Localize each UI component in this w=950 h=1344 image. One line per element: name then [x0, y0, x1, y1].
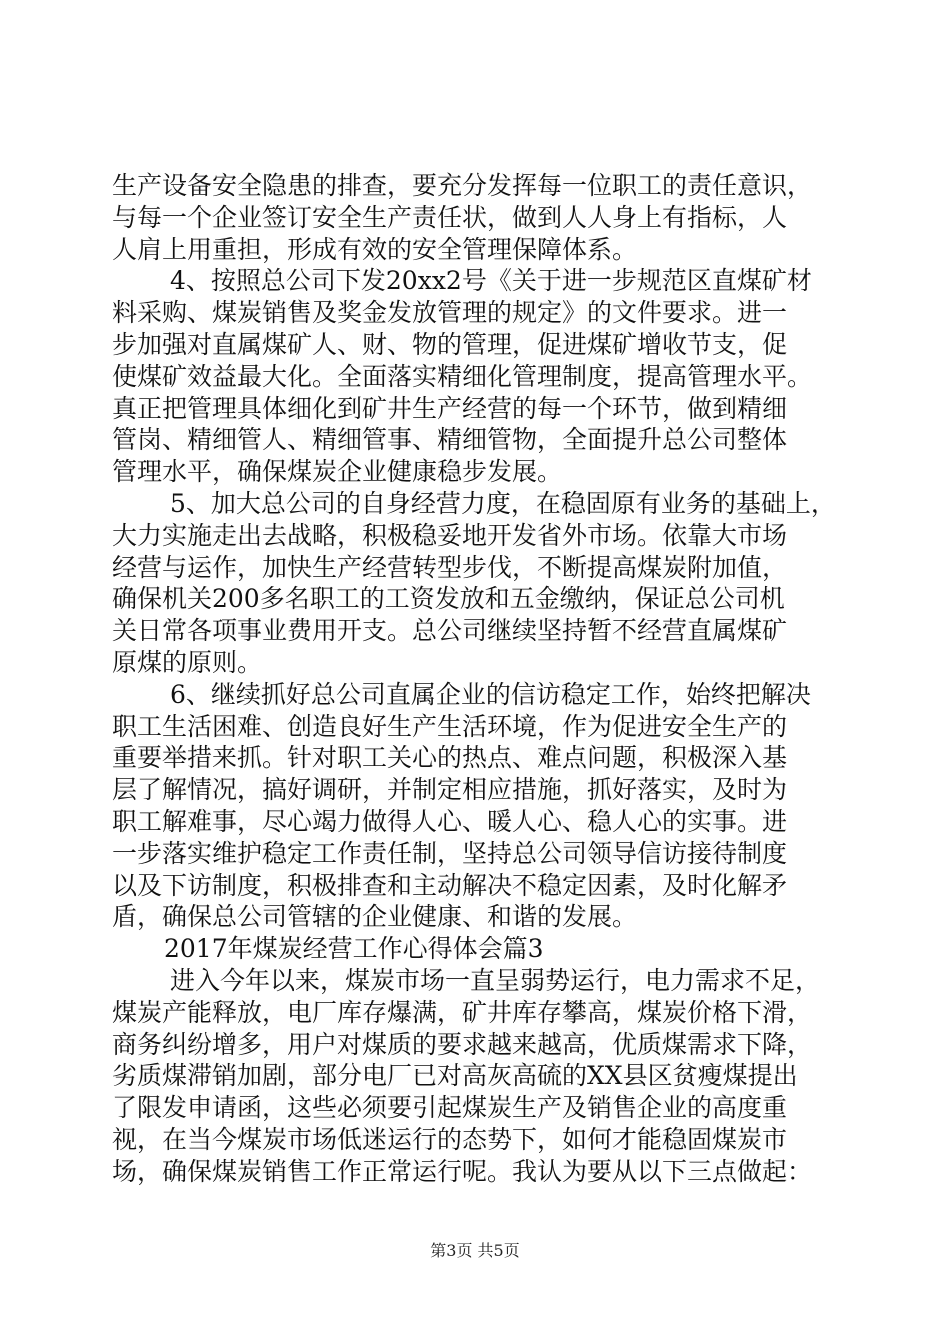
document-body — [112, 170, 852, 1188]
paragraph-start-line: 6、继续抓好总公司直属企业的信访稳定工作，始终把解决 — [170, 679, 811, 709]
text-line: 商务纠纷增多，用户对煤质的要求越来越高，优质煤需求下降， — [112, 1029, 813, 1059]
text-line: 经营与运作，加快生产经营转型步伐，不断提高煤炭附加值， — [112, 552, 788, 582]
paragraph-start-line: 4、按照总公司下发20xx2号《关于进一步规范区直煤矿材 — [170, 266, 812, 296]
text-line: 原煤的原则。 — [112, 647, 263, 677]
text-line: 职工生活困难、创造良好生产生活环境，作为促进安全生产的 — [112, 711, 788, 741]
text-line: 煤炭产能释放，电厂库存爆满，矿井库存攀高，煤炭价格下滑， — [112, 997, 813, 1027]
text-line: 以及下访制度，积极排查和主动解决不稳定因素，及时化解矛 — [112, 870, 788, 900]
text-line: 场，确保煤炭销售工作正常运行呢。我认为要从以下三点做起： — [112, 1156, 813, 1186]
text-line: 劣质煤滞销加剧，部分电厂已对高灰高硫的XX县区贫瘦煤提出 — [112, 1061, 798, 1091]
section-heading: 2017年煤炭经营工作心得体会篇3 — [164, 934, 544, 964]
text-line: 盾，确保总公司管辖的企业健康、和谐的发展。 — [112, 902, 638, 932]
text-line: 使煤矿效益最大化。全面落实精细化管理制度，提高管理水平。 — [112, 361, 813, 391]
text-line: 与每一个企业签订安全生产责任状，做到人人身上有指标，人 — [112, 202, 788, 232]
paragraph-start-line: 进入今年以来，煤炭市场一直呈弱势运行，电力需求不足， — [170, 965, 821, 995]
text-line: 管岗、精细管人、精细管事、精细管物，全面提升总公司整体 — [112, 425, 788, 455]
text-line: 人肩上用重担，形成有效的安全管理保障体系。 — [112, 234, 638, 264]
text-line: 管理水平，确保煤炭企业健康稳步发展。 — [112, 457, 563, 487]
text-line: 视，在当今煤炭市场低迷运行的态势下，如何才能稳固煤炭市 — [112, 1124, 788, 1154]
page-footer: 第3页 共5页 — [430, 1241, 520, 1260]
text-line: 料采购、煤炭销售及奖金发放管理的规定》的文件要求。进一 — [112, 298, 788, 328]
text-line: 真正把管理具体细化到矿井生产经营的每一个环节，做到精细 — [112, 393, 788, 423]
text-line: 确保机关200多名职工的工资发放和五金缴纳，保证总公司机 — [112, 584, 785, 614]
text-line: 关日常各项事业费用开支。总公司继续坚持暂不经营直属煤矿 — [112, 616, 788, 646]
text-line: 了限发申请函，这些必须要引起煤炭生产及销售企业的高度重 — [112, 1093, 788, 1123]
text-line: 生产设备安全隐患的排查，要充分发挥每一位职工的责任意识， — [112, 171, 813, 200]
text-line: 大力实施走出去战略，积极稳妥地开发省外市场。依靠大市场 — [112, 520, 788, 550]
text-line: 层了解情况，搞好调研，并制定相应措施，抓好落实，及时为 — [112, 775, 788, 805]
paragraph-start-line: 5、加大总公司的自身经营力度，在稳固原有业务的基础上， — [170, 488, 836, 518]
text-line: 重要举措来抓。针对职工关心的热点、难点问题，积极深入基 — [112, 743, 788, 773]
text-line: 职工解难事，尽心竭力做得人心、暖人心、稳人心的实事。进 — [112, 806, 788, 836]
text-line: 步加强对直属煤矿人、财、物的管理，促进煤矿增收节支，促 — [112, 329, 788, 359]
text-line: 一步落实维护稳定工作责任制，坚持总公司领导信访接待制度 — [112, 838, 788, 868]
